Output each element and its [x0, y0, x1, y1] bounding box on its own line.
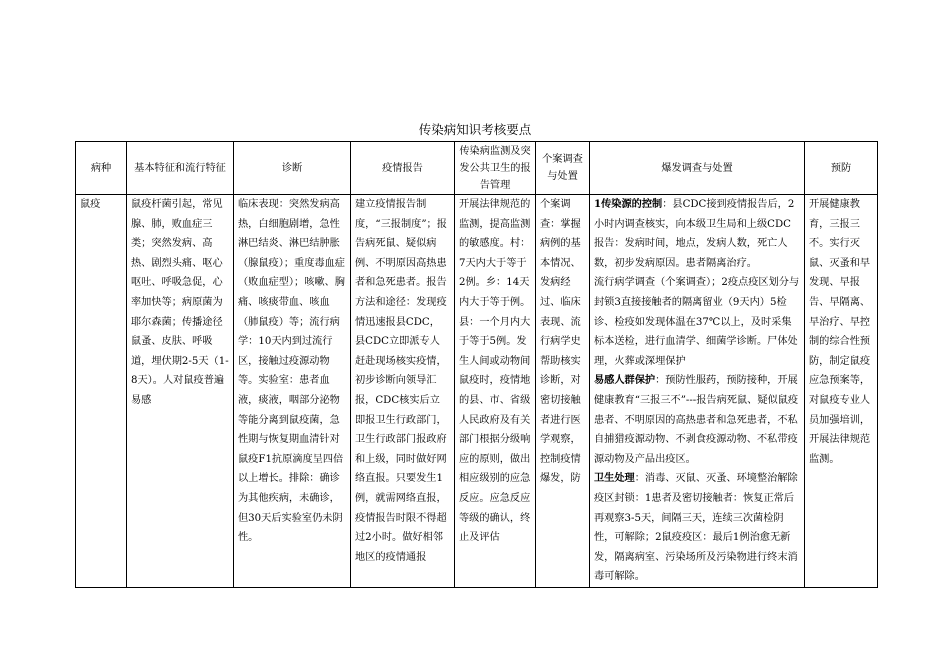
outbreak-paragraph-sanitation — [594, 469, 800, 587]
outbreak-paragraph-epidemiology — [594, 273, 800, 371]
outbreak-text: 流行病学调查（个案调查）；2疫点疫区划分与封锁3直接接触者的隔离留业（9天内）5检诊、检疫如发现体温在37℃以上，及时采集标本送检，进行血清学、细菌学诊断。尸体处理，火葬或深埋保护 — [594, 277, 800, 367]
cell-features: 鼠疫杆菌引起，常见腺、肺，败血症三类；突然发病、高热、剧烈头痛、呕心呕吐、呼吸急促，心率加快等；病原菌为耶尔森菌；传播途径鼠蚤、皮肤、呼吸道，埋伏期2-5天（1-8天）。人对鼠疫普遍易感 — [127, 195, 234, 588]
header-monitoring: 传染病监测及突发公共卫生的报告管理 — [455, 142, 536, 195]
cell-diagnosis: 临床表现：突然发病高热，白细胞剧增，急性淋巴结炎、淋巴结肿胀（腺鼠疫）；重度毒血症（败血症型）；咳嗽、胸痛、咳痰带血、咳血（肺鼠疫）等；流行病学：10天内到过流行区，接触过疫源动物等。实验室：患者血液，痰液，咽部分泌物等能分离到鼠疫菌，急性期与恢复期血清针对鼠疫F1抗原滴度呈四倍以上增长。排除：确诊为其他疾病，未确诊，但30天后实验室仍未阴性。 — [234, 195, 351, 588]
cell-disease: 鼠疫 — [76, 195, 127, 588]
outbreak-lead: 易感人群保护 — [594, 374, 656, 387]
header-disease: 病种 — [76, 142, 127, 195]
cell-outbreak — [590, 195, 805, 588]
header-diagnosis: 诊断 — [234, 142, 351, 195]
document-title: 传染病知识考核要点 — [418, 122, 532, 137]
cell-monitoring: 开展法律规范的监测，提高监测的敏感度。村：7天内大于等于2例。乡：14天内大于等于例。县：一个月内大于等于5例。发生人间或动物间鼠疫时，疫情地的县、市、省级人民政府及有关部门根据分级响应的原则，做出相应级别的应急反应。应急反应等级的确认，终止及评估 — [455, 195, 536, 588]
cell-case-investigation: 个案调查：掌握病例的基本情况、发病经过、临床表现、流行病学史帮助核实诊断，对密切接触者进行医学观察，控制疫情爆发，防 — [536, 195, 590, 588]
header-outbreak: 爆发调查与处置 — [590, 142, 805, 195]
outbreak-text: ：预防性服药，预防接种，开展健康教育“三报三不”---报告病死鼠、疑似鼠疫患者、不明原因的高热患者和急死患者，不私自捕猎疫源动物、不剥食疫源动物、不私带疫源动物及产品出疫区。 — [594, 375, 799, 465]
cell-report: 建立疫情报告制度，“三报制度”；报告病死鼠、疑似病例、不明原因高热患者和急死患者。报告方法和途径：发现疫情迅速报县CDC，县CDC立即派专人赶赴现场核实疫情，初步诊断向领导汇报，CDC核实后立即报卫生行政部门，卫生行政部门报政府和上级，同时做好网络直报。只要发生1例，就需网络直报，疫情报告时限不得超过2小时。做好相邻地区的疫情通报 — [351, 195, 455, 588]
header-report: 疫情报告 — [351, 142, 455, 195]
outbreak-paragraph-susceptible — [594, 371, 800, 469]
header-prevention: 预防 — [805, 142, 878, 195]
outbreak-text: ：县CDC接到疫情报告后，2小时内调查核实，向本级卫生局和上级CDC报告：发病时间，地点，发病人数，死亡人数，初步发病原因。患者隔离治疗。 — [594, 199, 795, 269]
outbreak-paragraph-source-control — [594, 195, 800, 273]
outbreak-text: ：消毒、灭鼠、灭蚤、环境整治解除疫区封锁：1患者及密切接触者：恢复正常后再观察3-5天，间隔三天，连续三次菌检阴性，可解除；2鼠疫疫区：最后1例治愈无新发，隔离病室、污染场所及污染物进行终末消毒可解除。 — [594, 473, 798, 583]
header-features: 基本特征和流行特征 — [127, 142, 234, 195]
cell-prevention: 开展健康教育，三报三不。实行灭鼠、灭蚤和早发现、早报告、早隔离、早治疗、早控制的综合性预防，制定鼠疫应急预案等，对鼠疫专业人员加强培训，开展法律规范监测。 — [805, 195, 878, 588]
table-row — [76, 195, 878, 588]
outbreak-lead: 卫生处理 — [594, 472, 635, 485]
header-case-investigation: 个案调查与处置 — [536, 142, 590, 195]
table-header-row — [76, 142, 878, 195]
exam-points-table — [75, 141, 878, 588]
outbreak-lead: 1传染源的控制 — [594, 198, 663, 210]
